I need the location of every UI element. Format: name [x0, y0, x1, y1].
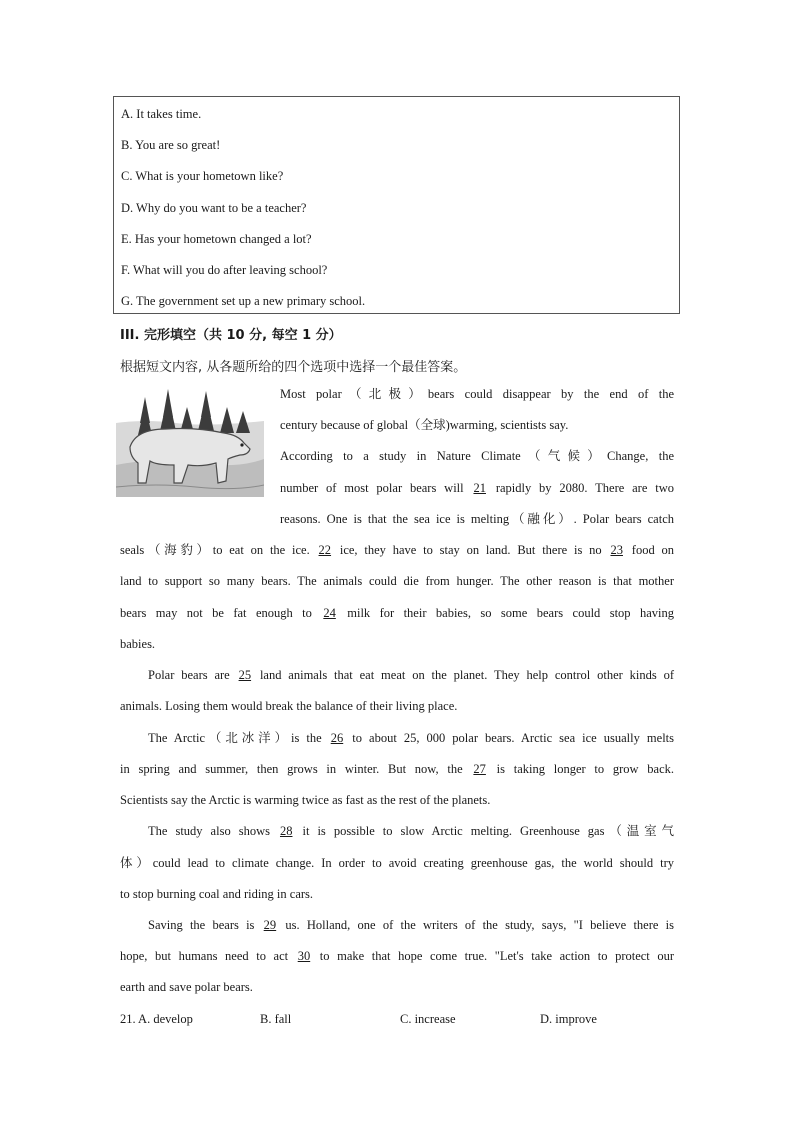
passage-line: The study also shows 28 it is possible to slow Arctic melting. Greenhouse gas（温室气 — [148, 824, 674, 838]
passage-line: The Arctic（北冰洋）is the 26 to about 25, 000 polar bears. Arctic sea ice usually melts — [148, 731, 674, 745]
blank-24: 24 — [323, 606, 336, 620]
blank-30: 30 — [297, 949, 311, 963]
polar-bear-illustration — [116, 387, 264, 497]
section-instruction: 根据短文内容, 从各题所给的四个选项中选择一个最佳答案。 — [120, 360, 467, 375]
q21-option-c: C. increase — [400, 1012, 456, 1026]
blank-21: 21 — [473, 481, 486, 495]
blank-26: 26 — [330, 731, 344, 745]
passage-line: hope, but humans need to act 30 to make that hope come true. "Let's take action to protect our — [120, 949, 675, 963]
passage-line: babies. — [120, 637, 156, 651]
option-c: C. What is your hometown like? — [121, 169, 284, 183]
passage-line: land to support so many bears. The animals could die from hunger. The other reason is that mother — [120, 574, 674, 588]
passage-line: 体）could lead to climate change. In order to avoid creating greenhouse gas, the world should try — [120, 856, 674, 870]
option-f: F. What will you do after leaving school? — [121, 263, 328, 277]
q21-option-b: B. fall — [260, 1012, 292, 1026]
q21-option-d: D. improve — [540, 1012, 597, 1026]
options-box — [113, 96, 680, 314]
option-b: B. You are so great! — [121, 138, 221, 152]
q21-option-a: 21. A. develop — [120, 1012, 193, 1026]
passage-line: Most polar（北极）bears could disappear by the end of the — [280, 387, 674, 401]
passage-line: animals. Losing them would break the balance of their living place. — [120, 699, 458, 713]
passage-line: Saving the bears is 29 us. Holland, one of the writers of the study, says, "I believe there is — [148, 918, 675, 932]
option-a: A. It takes time. — [121, 107, 202, 121]
passage-line: Polar bears are 25 land animals that eat meat on the planet. They help control other kinds of — [148, 668, 675, 682]
passage-line: in spring and summer, then grows in winter. But now, the 27 is taking longer to grow back. — [120, 762, 675, 776]
blank-25: 25 — [238, 668, 252, 682]
passage-line: reasons. One is that the sea ice is melting（融化）. Polar bears catch — [280, 512, 674, 526]
option-e: E. Has your hometown changed a lot? — [121, 232, 312, 246]
option-d: D. Why do you want to be a teacher? — [121, 201, 307, 215]
passage-line: seals（海豹）to eat on the ice. 22 ice, they have to stay on land. But there is no 23 food on — [120, 543, 675, 557]
blank-27: 27 — [473, 762, 486, 776]
passage-line: earth and save polar bears. — [120, 980, 253, 994]
blank-23: 23 — [610, 543, 623, 557]
passage-line: number of most polar bears will 21 rapidly by 2080. There are two — [280, 481, 674, 495]
passage-line: to stop burning coal and riding in cars. — [120, 887, 314, 901]
passage-line: bears may not be fat enough to 24 milk for their babies, so some bears could stop having — [120, 606, 675, 620]
blank-28: 28 — [279, 824, 293, 838]
section-title: III. 完形填空（共 10 分, 每空 1 分） — [120, 328, 342, 343]
passage-line: Scientists say the Arctic is warming twice as fast as the rest of the planets. — [120, 793, 491, 807]
passage-line: century because of global（全球)warming, scientists say. — [280, 418, 569, 432]
blank-29: 29 — [263, 918, 277, 932]
blank-22: 22 — [318, 543, 332, 557]
passage-line: According to a study in Nature Climate（气候）Change, the — [280, 449, 674, 463]
option-g: G. The government set up a new primary school. — [121, 294, 366, 308]
